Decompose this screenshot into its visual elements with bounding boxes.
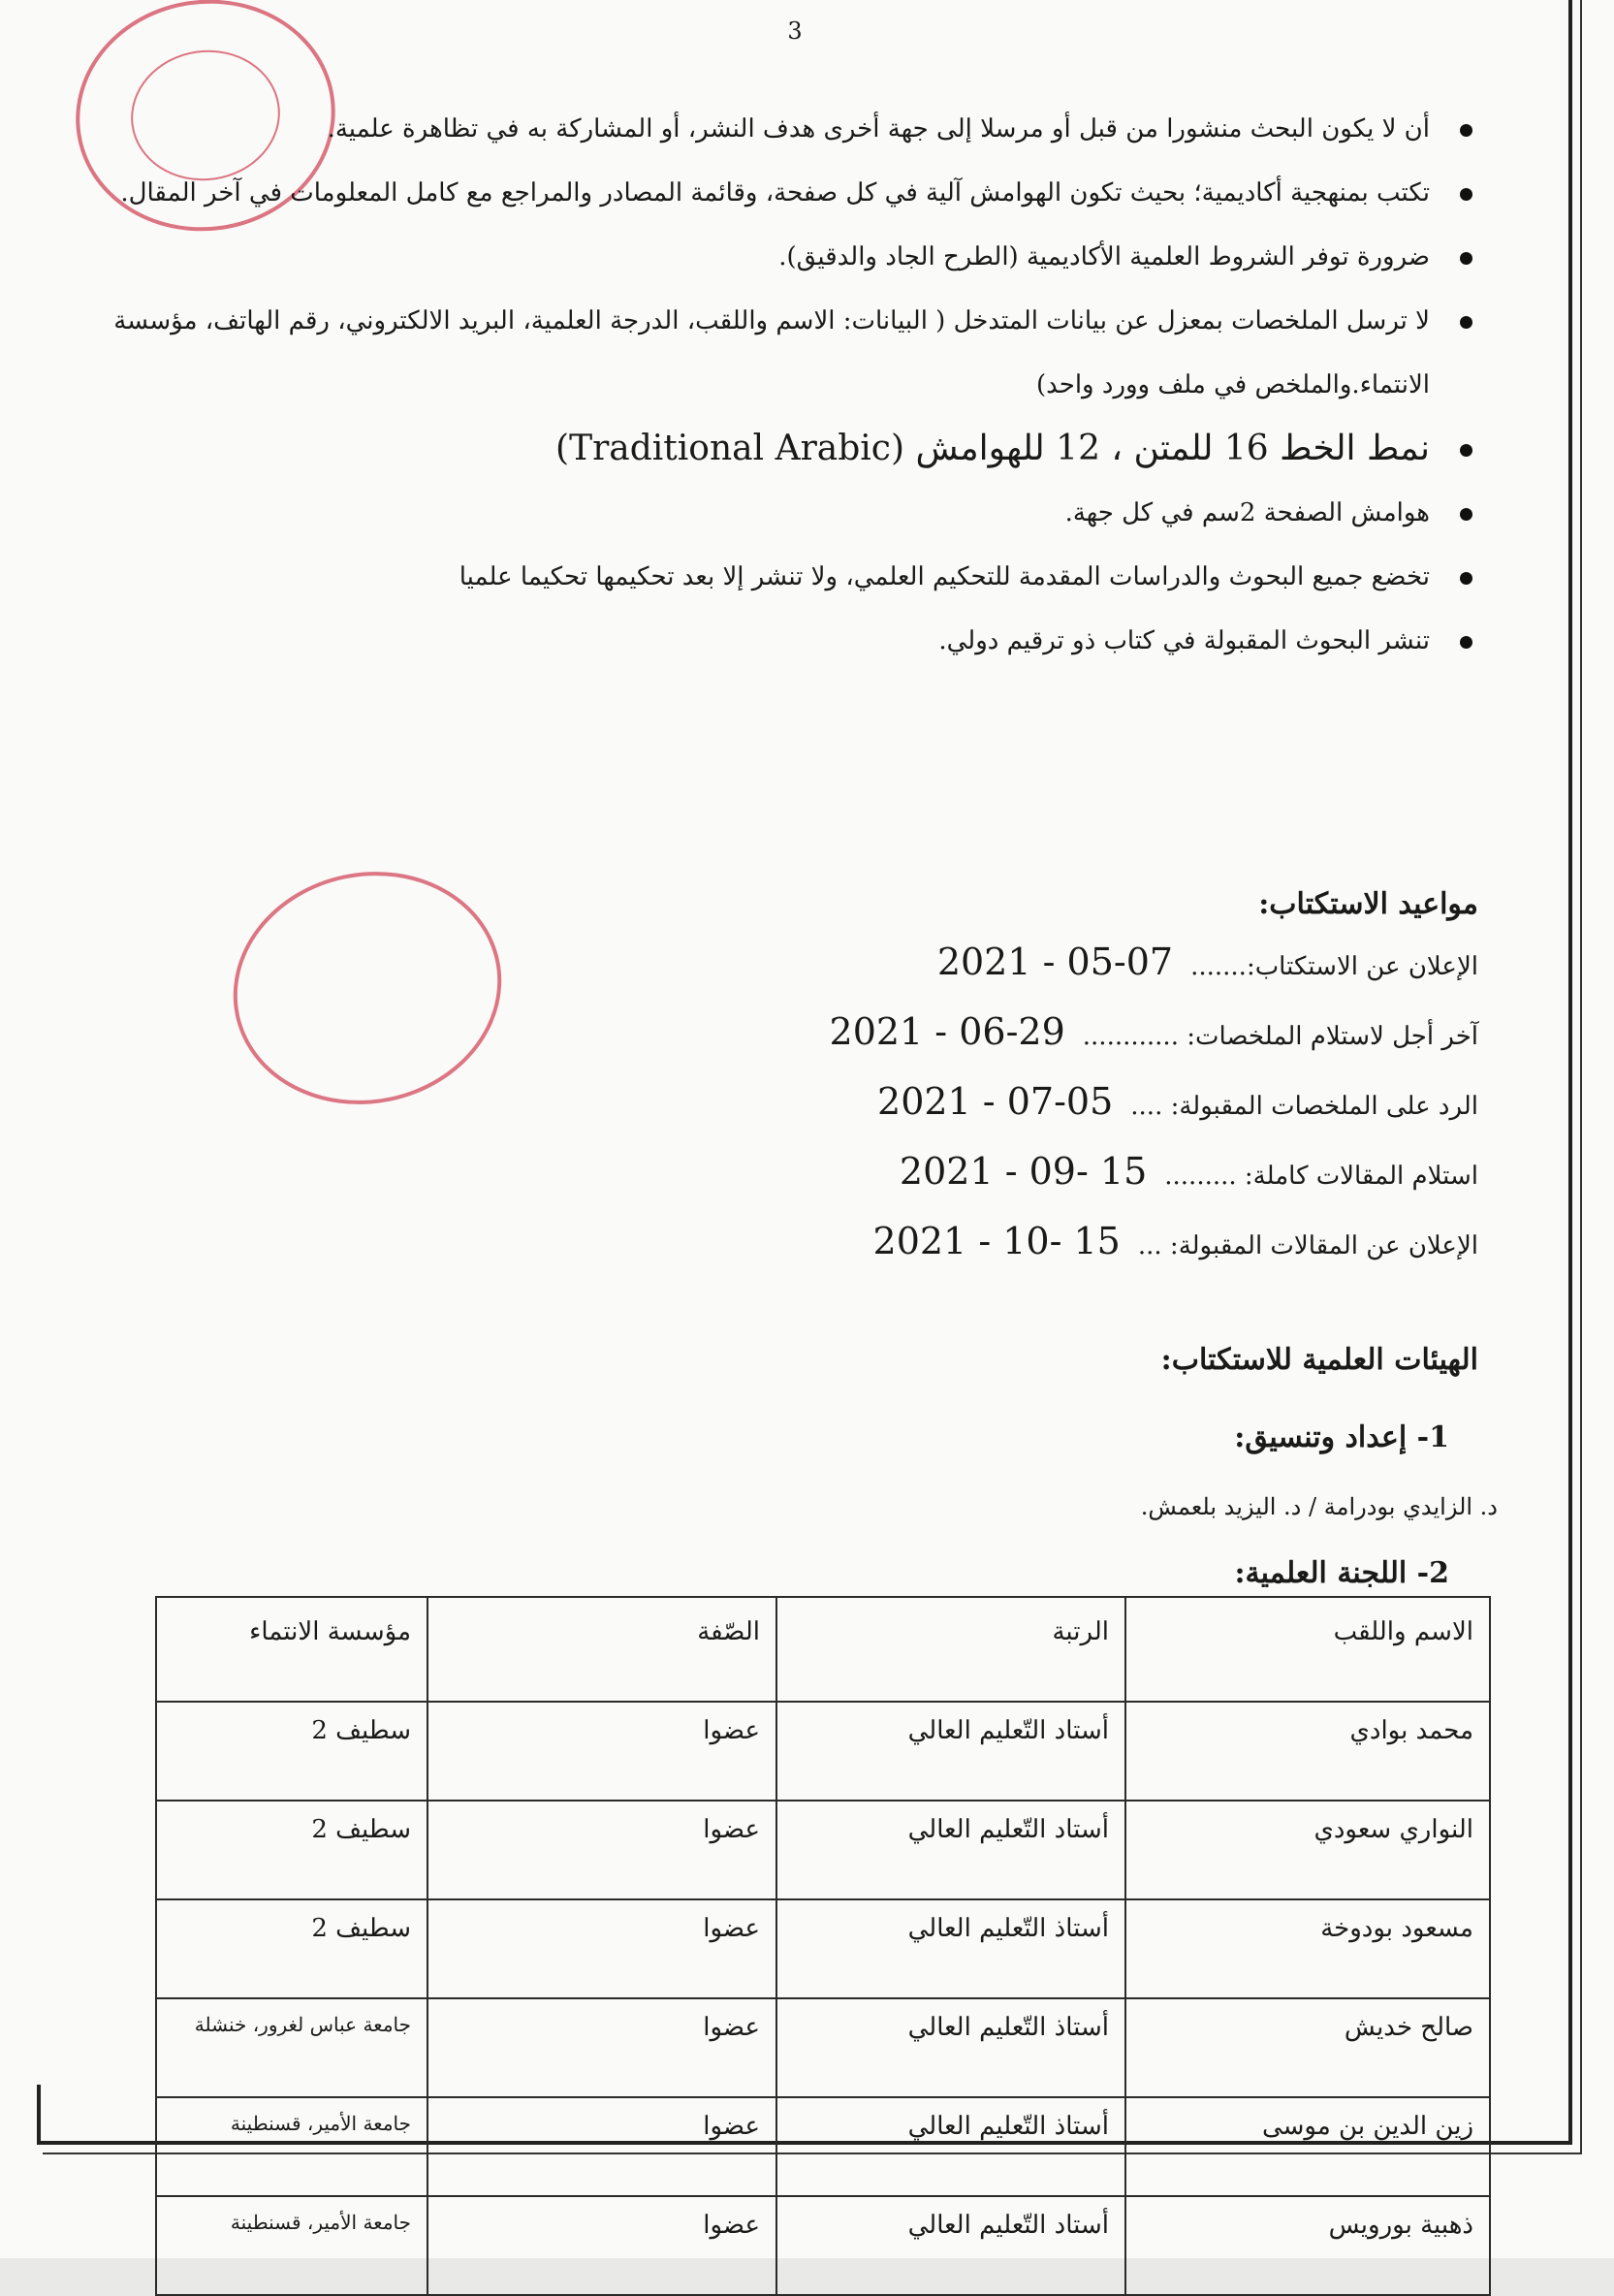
member-role: عضوا [427, 1899, 776, 1998]
member-rank: أستاذ التّعليم العالي [776, 1998, 1125, 2097]
coordinators-names: د. الزايدي بودرامة / د. اليزيد بلعمش. [1140, 1493, 1498, 1520]
member-name: ذهبية بورويس [1125, 2196, 1490, 2295]
schedule-label: استلام المقالات كاملة: ......... [1164, 1162, 1478, 1191]
scientific-bodies-title: الهيئات العلمية للاستكتاب: [1160, 1343, 1478, 1377]
schedule-date: 2021 - 10- 15 [872, 1220, 1121, 1262]
conditions-list [87, 97, 1478, 673]
schedule-label: آخر أجل لاستلام الملخصات: ............ [1082, 1022, 1478, 1051]
page-frame-right-inner [1580, 0, 1582, 2154]
member-institution: جامعة الأمير، قسنطينة [156, 2097, 427, 2196]
member-name: صالح خديش [1125, 1998, 1490, 2097]
member-role: عضوا [427, 1702, 776, 1801]
column-header-role: الصّفة [427, 1597, 776, 1702]
schedule-row [606, 1010, 1478, 1080]
schedule-title: مواعيد الاستكتاب: [1258, 887, 1478, 921]
member-name: محمد بوادي [1125, 1702, 1490, 1801]
schedule-label: الإعلان عن الاستكتاب:....... [1190, 952, 1478, 981]
member-institution: جامعة عباس لغرور، خنشلة [156, 1998, 427, 2097]
condition-item: أن لا يكون البحث منشورا من قبل أو مرسلا إلى جهة أخرى هدف النشر، أو المشاركة به في تظاهرة علمية. [87, 97, 1478, 161]
schedule-date: 2021 - 06-29 [829, 1010, 1065, 1053]
member-institution: سطيف 2 [156, 1702, 427, 1801]
table-row [156, 1998, 1490, 2097]
column-header-institution: مؤسسة الانتماء [156, 1597, 427, 1702]
schedule-row [606, 1150, 1478, 1220]
table-row [156, 1801, 1490, 1899]
member-rank: أستاذ التّعليم العالي [776, 1899, 1125, 1998]
page-frame-right [1568, 0, 1572, 2145]
member-name: زين الدين بن موسى [1125, 2097, 1490, 2196]
condition-item: هوامش الصفحة 2سم في كل جهة. [87, 481, 1478, 545]
member-institution: سطيف 2 [156, 1899, 427, 1998]
member-rank: أستاذ التّعليم العالي [776, 2097, 1125, 2196]
schedule-row [606, 941, 1478, 1010]
table-row [156, 1702, 1490, 1801]
member-institution: سطيف 2 [156, 1801, 427, 1899]
table-row [156, 2097, 1490, 2196]
page-frame-left [37, 2085, 41, 2145]
condition-item: تخضع جميع البحوث والدراسات المقدمة للتحكيم العلمي، ولا تنشر إلا بعد تحكيمها تحكيما علميا [87, 545, 1478, 609]
condition-item: تكتب بمنهجية أكاديمية؛ بحيث تكون الهوامش آلية في كل صفحة، وقائمة المصادر والمراجع مع كامل المعلومات في آخر المقال. [87, 161, 1478, 225]
schedule-date: 2021 - 09- 15 [899, 1150, 1148, 1193]
column-header-rank: الرتبة [776, 1597, 1125, 1702]
condition-item: نمط الخط 16 للمتن ، 12 للهوامش (Traditional Arabic) [87, 417, 1478, 481]
table-row [156, 2196, 1490, 2295]
condition-item: تنشر البحوث المقبولة في كتاب ذو ترقيم دولي. [87, 609, 1478, 673]
schedule-list [606, 941, 1478, 1290]
schedule-row [606, 1220, 1478, 1290]
page-number: 3 [787, 17, 803, 45]
coordination-title: 1- إعداد وتنسيق: [1234, 1420, 1449, 1454]
member-role: عضوا [427, 2196, 776, 2295]
scientific-committee-table [155, 1596, 1491, 2296]
member-institution: جامعة الأمير، قسنطينة [156, 2196, 427, 2295]
member-name: مسعود بودوخة [1125, 1899, 1490, 1998]
committee-title: 2- اللجنة العلمية: [1234, 1556, 1449, 1590]
member-name: النواري سعودي [1125, 1801, 1490, 1899]
condition-item: ضرورة توفر الشروط العلمية الأكاديمية (الطرح الجاد والدقيق). [87, 225, 1478, 289]
schedule-label: الرد على الملخصات المقبولة: .... [1130, 1092, 1478, 1121]
schedule-date: 2021 - 05-07 [936, 941, 1174, 983]
schedule-label: الإعلان عن المقالات المقبولة: ... [1137, 1231, 1478, 1260]
member-role: عضوا [427, 1998, 776, 2097]
member-rank: أستاد التّعليم العالي [776, 2196, 1125, 2295]
member-rank: أستاد التّعليم العالي [776, 1702, 1125, 1801]
table-header-row [156, 1597, 1490, 1702]
official-stamp-middle [211, 847, 522, 1130]
schedule-row [606, 1080, 1478, 1150]
schedule-date: 2021 - 07-05 [877, 1080, 1114, 1123]
condition-item: لا ترسل الملخصات بمعزل عن بيانات المتدخل ( البيانات: الاسم واللقب، الدرجة العلمية، البريد الالكتروني، رقم الهاتف، مؤسسة الانتماء.والملخص في ملف وورد واحد) [87, 289, 1478, 417]
table-row [156, 1899, 1490, 1998]
member-role: عضوا [427, 2097, 776, 2196]
member-role: عضوا [427, 1801, 776, 1899]
member-rank: أستاد التّعليم العالي [776, 1801, 1125, 1899]
column-header-name: الاسم واللقب [1125, 1597, 1490, 1702]
